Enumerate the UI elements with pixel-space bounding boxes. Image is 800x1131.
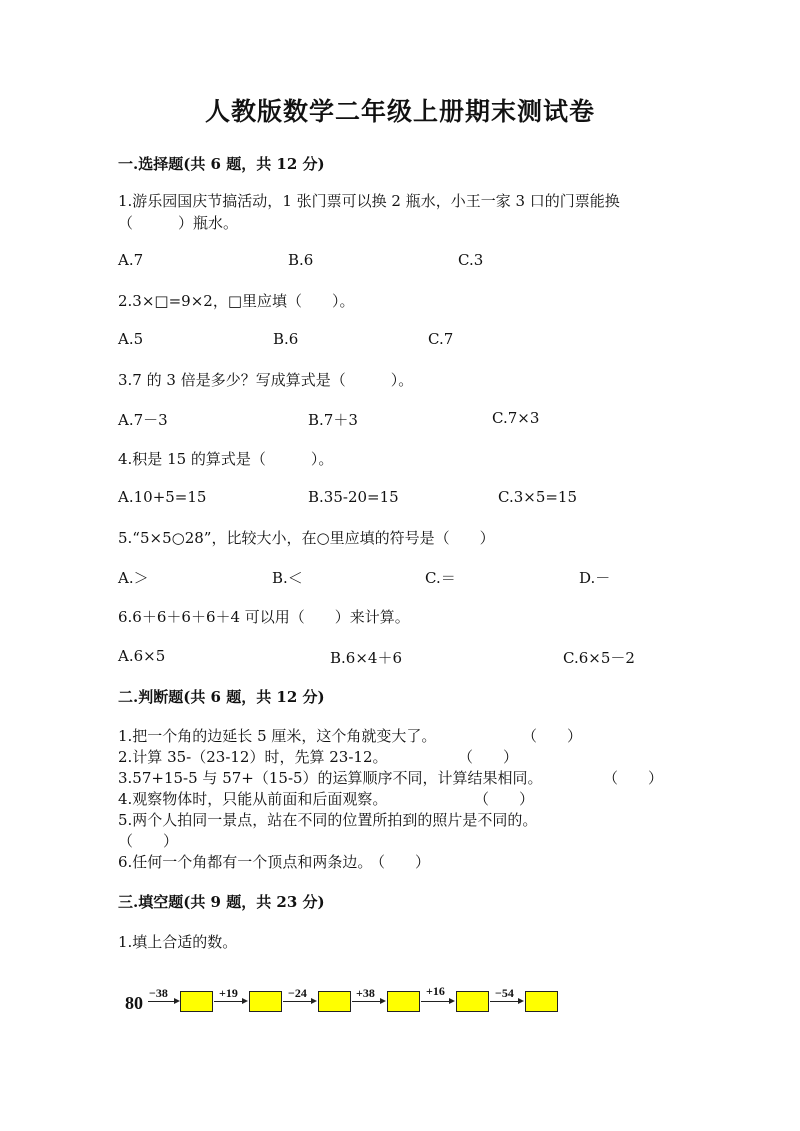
option: A.7－3 (118, 411, 168, 429)
option: C.7×3 (492, 409, 540, 427)
answer-box[interactable] (318, 991, 351, 1012)
answer-box[interactable] (525, 991, 558, 1012)
answer-paren: （ ） (474, 790, 535, 808)
arrow-head (242, 998, 248, 1004)
chain-start-number: 80 (125, 993, 143, 1013)
option: B.6 (273, 330, 299, 348)
judgment-item: 5.两个人拍同一景点，站在不同的位置所拍到的照片是不同的。 (118, 811, 538, 829)
option: B.6 (288, 251, 314, 269)
chain-operation-label: +16 (426, 984, 445, 998)
answer-paren: （ ） (370, 853, 431, 871)
chain-operation-label: +38 (356, 986, 375, 1000)
option: A.5 (118, 330, 144, 348)
question-text: 3.7 的 3 倍是多少？写成算式是（ ）。 (118, 371, 414, 389)
option: B.6×4＋6 (330, 649, 402, 667)
question-text: 4.积是 15 的算式是（ ）。 (118, 450, 334, 468)
arrow-line (352, 1001, 380, 1002)
option: C.6×5－2 (563, 649, 635, 667)
answer-paren: （ ） (522, 727, 583, 745)
question-text: 1.游乐园国庆节搞活动，1 张门票可以换 2 瓶水，小王一家 3 口的门票能换 (118, 192, 620, 210)
page-title: 人教版数学二年级上册期末测试卷 (204, 97, 595, 126)
option: A.6×5 (118, 647, 166, 665)
option: C.7 (428, 330, 454, 348)
answer-box[interactable] (456, 991, 489, 1012)
judgment-item: 4.观察物体时，只能从前面和后面观察。 (118, 790, 388, 808)
arrow-head (518, 998, 524, 1004)
arrow-line (421, 1001, 449, 1002)
option: C.3×5=15 (498, 488, 578, 506)
chain-operation-label: −54 (495, 986, 514, 1000)
chain-operation-label: −24 (288, 986, 307, 1000)
answer-paren: （ ） (118, 832, 179, 850)
chain-operation-label: +19 (219, 986, 238, 1000)
option: A.＞ (118, 569, 149, 587)
question-text: 2.3×□=9×2，□里应填（ ）。 (118, 292, 355, 310)
arrow-line (214, 1001, 242, 1002)
option: A.7 (118, 251, 144, 269)
arrow-line (148, 1001, 174, 1002)
section-heading: 二.判断题(共 6 题，共 12 分) (118, 688, 325, 706)
judgment-item: 6.任何一个角都有一个顶点和两条边。 (118, 853, 373, 871)
option: B.＜ (272, 569, 303, 587)
question-text: 1.填上合适的数。 (118, 933, 238, 951)
question-text: 6.6＋6＋6＋6＋4 可以用（ ）来计算。 (118, 608, 410, 626)
arrow-line (490, 1001, 518, 1002)
judgment-item: 3.57+15-5 与 57+（15-5）的运算顺序不同，计算结果相同。 (118, 769, 543, 787)
option: D.－ (579, 569, 611, 587)
answer-box[interactable] (180, 991, 213, 1012)
arrow-line (283, 1001, 311, 1002)
answer-paren: （ ） (603, 769, 664, 787)
option: C.3 (458, 251, 484, 269)
option: B.7＋3 (308, 411, 358, 429)
section-heading: 三.填空题(共 9 题，共 23 分) (118, 893, 325, 911)
judgment-item: 2.计算 35-（23-12）时，先算 23-12。 (118, 748, 388, 766)
section-heading: 一.选择题(共 6 题，共 12 分) (118, 155, 325, 173)
option: A.10+5=15 (118, 488, 207, 506)
question-text: （ ）瓶水。 (118, 214, 239, 232)
arrow-head (311, 998, 317, 1004)
judgment-item: 1.把一个角的边延长 5 厘米，这个角就变大了。 (118, 727, 437, 745)
question-text: 5.“5×5○28”，比较大小，在○里应填的符号是（ ） (118, 529, 495, 547)
chain-operation-label: −38 (149, 986, 168, 1000)
answer-paren: （ ） (458, 748, 519, 766)
answer-box[interactable] (249, 991, 282, 1012)
option: B.35-20=15 (308, 488, 399, 506)
arrow-head (380, 998, 386, 1004)
arrow-head (449, 998, 455, 1004)
answer-box[interactable] (387, 991, 420, 1012)
option: C.＝ (425, 569, 456, 587)
